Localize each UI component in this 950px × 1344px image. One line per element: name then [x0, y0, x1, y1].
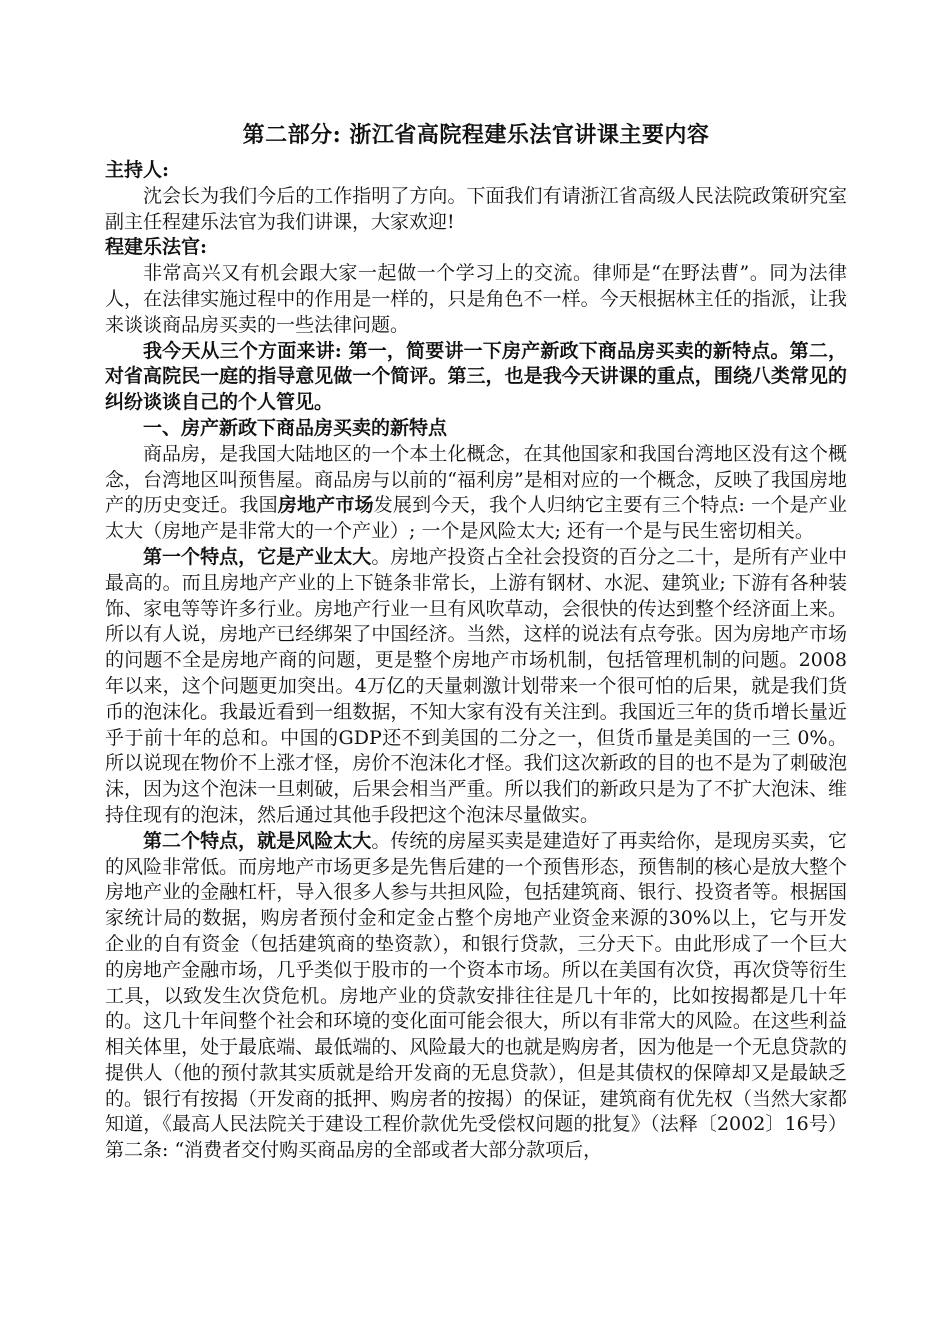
paragraph-commodity-housing [105, 442, 847, 545]
bold-phrase-feature-two: 第二个特点，就是风险太大 [143, 829, 372, 852]
paragraph-text: 。传统的房屋买卖是建造好了再卖给你，是现房买卖，它的风险非常低。而房地产市场更多是先售后建的一个预售形态，预售制的核心是放大整个房地产业的金融杠杆，导入很多人参与共担风险，包括建筑商、银行、投资者等。根据国家统计局的数据，购房者预付金和定金占整个房地产业资金来源的30%以上，它与开发企业的自有资金（包括建筑商的垫资款），和银行贷款，三分天下。由此形成了一个巨大的房地产金融市场，几乎类似于股市的一个资本市场。所以在美国有次贷，再次贷等衍生工具，以致发生次贷危机。房地产业的贷款安排往往是几十年的，比如按揭都是几十年的。这几十年间整个社会和环境的变化面可能会很大，所以有非常大的风险。在这些利益相关体里，处于最底端、最低端的、风险最大的也就是购房者，因为他是一个无息贷款的提供人（他的预付款其实质就是给开发商的无息贷款），但是其债权的保障却又是最缺乏的。银行有按揭（开发商的抵押、购房者的按揭）的保证，建筑商有优先权（当然大家都知道，《最高人民法院关于建设工程价款优先受偿权问题的批复》（法释〔2002〕16号）第二条: “消费者交付购买商品房的全部或者大部分款项后， [105, 829, 847, 1162]
bold-phrase-feature-one: 第一个特点，它是产业太大 [143, 545, 372, 568]
paragraph-feature-one [105, 545, 847, 829]
document-page [105, 118, 847, 1164]
paragraph-feature-two [105, 829, 847, 1164]
paragraph-text: 。房地产投资占全社会投资的百分之二十，是所有产业中最高的。而且房地产产业的上下链条非常长，上游有钢材、水泥、建筑业; 下游有各种装饰、家电等等许多行业。房地产行业一旦有风吹草动，会很快的传达到整个经济面上来。所以有人说，房地产已经绑架了中国经济。当然，这样的说法有点夸张。因为房地产市场的问题不全是房地产商的问题，更是整个房地产市场机制，包括管理机制的问题。2008年以来，这个问题更加突出。4万亿的天量刺激计划带来一个很可怕的后果，就是我们货币的泡沫化。我最近看到一组数据，不知大家有没有关注到。我国近三年的货币增长量近乎于前十年的总和。中国的GDP还不到美国的二分之一，但货币量是美国的一三 0%。所以说现在物价不上涨才怪，房价不泡沫化才怪。我们这次新政的目的也不是为了刺破泡沫，因为这个泡沫一旦刺破，后果会相当严重。所以我们的新政只是为了不扩大泡沫、维持住现有的泡沫，然后通过其他手段把这个泡沫尽量做实。 [105, 545, 847, 826]
host-paragraph: 沈会长为我们今后的工作指明了方向。下面我们有请浙江省高级人民法院政策研究室副主任程建乐法官为我们讲课，大家欢迎! [105, 184, 847, 233]
speaker-judge-label: 程建乐法官: [105, 236, 208, 259]
section-heading-1: 一、房产新政下商品房买卖的新特点 [143, 416, 448, 439]
outline-paragraph: 我今天从三个方面来讲: 第一，简要讲一下房产新政下商品房买卖的新特点。第二，对省高院民一庭的指导意见做一个简评。第三，也是我今天讲课的重点，围绕八类常见的纠纷谈谈自己的个人管见。 [105, 339, 847, 414]
speaker-host-label: 主持人: [105, 159, 170, 181]
document-title: 第二部分: 浙江省高院程建乐法官讲课主要内容 [242, 122, 710, 148]
paragraph-text: 发展到今天，我个人归纳它主要有三个特点: 一个是产业太大（房地产是非常大的一个产业）; 一个是风险太大; 还有一个是与民生密切相关。 [105, 494, 847, 543]
intro-paragraph: 非常高兴又有机会跟大家一起做一个学习上的交流。律师是“在野法曹”。同为法律人，在法律实施过程中的作用是一样的，只是角色不一样。今天根据林主任的指派，让我来谈谈商品房买卖的一些法律问题。 [105, 262, 847, 336]
bold-phrase-real-estate-market: 房地产市场 [277, 494, 374, 517]
paragraph-text: 商品房，是我国大陆地区的一个本土化概念，在其他国家和我国台湾地区没有这个概念，台湾地区叫预售屋。商品房与以前的“福利房”是相对应的一个概念，反映了我国房地产的历史变迁。我国 [105, 442, 847, 517]
